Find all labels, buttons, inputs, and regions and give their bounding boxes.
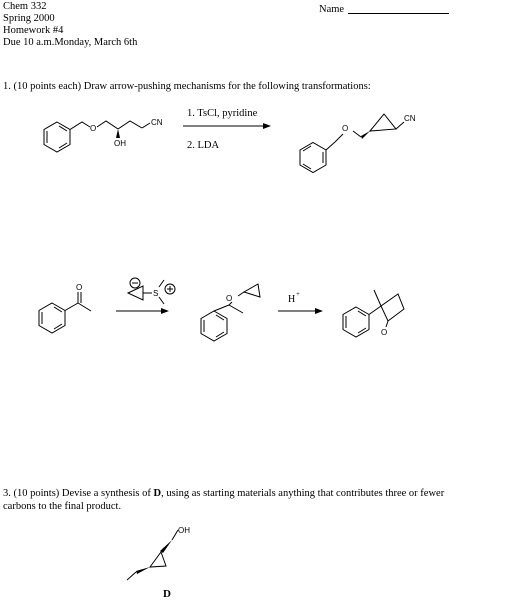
- reaction-2-ketone: [39, 283, 91, 333]
- target-cyclopropane: [150, 552, 166, 567]
- question-3-prompt-end: , using as starting materials anything that contributes three or fewer: [161, 488, 445, 499]
- product-2-benzene-ring: [343, 307, 369, 337]
- reaction-1-product: [300, 114, 416, 173]
- benzyl-ether-chain: [70, 122, 90, 130]
- reaction-1-arrow: [183, 123, 271, 129]
- reaction-2-arrow-1: [116, 308, 169, 314]
- product-nitrile-label: CN: [404, 114, 416, 123]
- sulfonium-ylide-reagent: [128, 278, 175, 304]
- name-label: Name: [319, 4, 345, 15]
- target-hydroxyl-label: OH: [178, 526, 190, 535]
- sm-hydroxyl-label: OH: [114, 139, 126, 148]
- cyclopropane-ring: [370, 114, 396, 131]
- intermediate-cyclopropane: [244, 284, 260, 297]
- question-3-target-ref: D: [153, 488, 162, 499]
- ylide-sulfur-label: S: [153, 289, 159, 298]
- assignment-title: Homework #4: [3, 25, 64, 36]
- reaction-1-starting-material: [44, 118, 163, 152]
- question-3-prompt-line2: carbons to the final product.: [3, 501, 122, 512]
- question-1-prompt: 1. (10 points each) Draw arrow-pushing mechanisms for the following transformations:: [3, 81, 371, 92]
- reaction-2-arrow-2: [278, 308, 323, 314]
- product-benzene-ring: [300, 143, 326, 173]
- intermediate-benzene-ring: [201, 311, 227, 341]
- target-label-d: D: [163, 588, 171, 600]
- acid-catalyst-label: H: [288, 294, 296, 305]
- ketone-oxygen-label: O: [76, 283, 83, 292]
- cyclobutanone-ring: [381, 294, 404, 321]
- cyclobutanone-oxygen-label: O: [381, 328, 388, 337]
- acetophenone-ring: [39, 303, 65, 333]
- benzene-ring: [44, 122, 70, 152]
- acid-catalyst-charge: +: [296, 290, 300, 298]
- sm-nitrile-label: CN: [151, 118, 163, 127]
- cyclobutanone-product: [343, 290, 404, 337]
- epoxide-oxygen-label: O: [226, 294, 233, 303]
- product-ether-oxygen: O: [342, 124, 349, 133]
- sm-ether-oxygen: O: [90, 124, 97, 133]
- target-compound-d: [127, 526, 190, 580]
- question-3-prompt-start: 3. (10 points) Devise a synthesis of: [3, 488, 154, 499]
- reaction-1-reagent-step1: 1. TsCl, pyridine: [187, 108, 258, 119]
- spiro-epoxide-intermediate: [201, 284, 260, 341]
- term: Spring 2000: [3, 13, 55, 24]
- reaction-1-reagent-step2: 2. LDA: [187, 140, 220, 151]
- due-date: Due 10 a.m.Monday, March 6th: [3, 37, 138, 48]
- hydroxyl-wedge: [116, 129, 120, 138]
- course-title: Chem 332: [3, 1, 47, 12]
